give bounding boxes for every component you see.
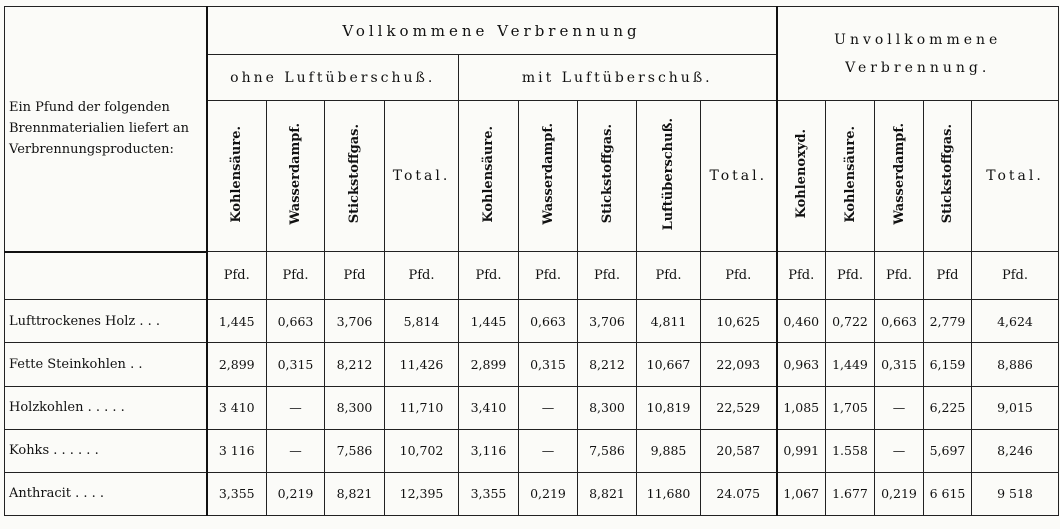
unit-cell: Pfd. bbox=[826, 252, 875, 300]
value-cell: 3,116 bbox=[459, 429, 519, 472]
col-header: Kohlensäure. bbox=[207, 101, 267, 252]
value-cell: 7,586 bbox=[578, 429, 637, 472]
unit-cell: Pfd. bbox=[267, 252, 325, 300]
unit-cell: Pfd. bbox=[459, 252, 519, 300]
value-cell: 3,706 bbox=[578, 300, 637, 343]
value-cell: 8,300 bbox=[325, 386, 385, 429]
value-cell: 3 410 bbox=[207, 386, 267, 429]
value-cell: 3,706 bbox=[325, 300, 385, 343]
row-label: Holzkohlen . . . . . bbox=[5, 386, 207, 429]
col-header: Wasserdampf. bbox=[519, 101, 578, 252]
value-cell: 6,159 bbox=[924, 343, 972, 386]
value-cell: 6 615 bbox=[924, 472, 972, 515]
vollkommene-header: Vollkommene Verbrennung bbox=[207, 7, 777, 55]
value-cell: 0,315 bbox=[519, 343, 578, 386]
value-cell: 1,705 bbox=[826, 386, 875, 429]
value-cell: 0,663 bbox=[519, 300, 578, 343]
value-cell: 4,811 bbox=[637, 300, 701, 343]
value-cell: — bbox=[267, 386, 325, 429]
value-cell: 9,885 bbox=[637, 429, 701, 472]
value-cell: 1,449 bbox=[826, 343, 875, 386]
mit-header: mit Luftüberschuß. bbox=[459, 55, 777, 101]
value-cell: — bbox=[875, 429, 924, 472]
value-cell: — bbox=[875, 386, 924, 429]
unit-cell: Pfd. bbox=[519, 252, 578, 300]
value-cell: 0,219 bbox=[875, 472, 924, 515]
value-cell: 0,315 bbox=[267, 343, 325, 386]
value-cell: 9,015 bbox=[972, 386, 1059, 429]
value-cell: — bbox=[519, 429, 578, 472]
value-cell: 11,710 bbox=[385, 386, 459, 429]
col-header: Luftüberschuß. bbox=[637, 101, 701, 252]
value-cell: 0,663 bbox=[875, 300, 924, 343]
col-header: Wasserdampf. bbox=[875, 101, 924, 252]
unit-cell: Pfd. bbox=[578, 252, 637, 300]
value-cell: 10,667 bbox=[637, 343, 701, 386]
value-cell: 0,991 bbox=[777, 429, 826, 472]
value-cell: 8,821 bbox=[578, 472, 637, 515]
value-cell: 0,663 bbox=[267, 300, 325, 343]
col-header: Stickstoffgas. bbox=[924, 101, 972, 252]
col-header: Kohlensäure. bbox=[826, 101, 875, 252]
value-cell: 22,093 bbox=[701, 343, 777, 386]
value-cell: 0,219 bbox=[519, 472, 578, 515]
value-cell: 0,315 bbox=[875, 343, 924, 386]
value-cell: 3,355 bbox=[207, 472, 267, 515]
value-cell: 24.075 bbox=[701, 472, 777, 515]
value-cell: 0,460 bbox=[777, 300, 826, 343]
unit-cell: Pfd. bbox=[637, 252, 701, 300]
value-cell: 8,886 bbox=[972, 343, 1059, 386]
col-header: Wasserdampf. bbox=[267, 101, 325, 252]
value-cell: — bbox=[519, 386, 578, 429]
value-cell: 12,395 bbox=[385, 472, 459, 515]
row-label: Anthracit . . . . bbox=[5, 472, 207, 515]
ohne-header: ohne Luftüberschuß. bbox=[207, 55, 459, 101]
value-cell: 20,587 bbox=[701, 429, 777, 472]
unit-cell: Pfd. bbox=[972, 252, 1059, 300]
value-cell: 8,300 bbox=[578, 386, 637, 429]
col-header: Stickstoffgas. bbox=[578, 101, 637, 252]
value-cell: 2,779 bbox=[924, 300, 972, 343]
unit-cell: Pfd. bbox=[777, 252, 826, 300]
value-cell: 8,212 bbox=[578, 343, 637, 386]
col-header: Total. bbox=[385, 101, 459, 252]
value-cell: 1,445 bbox=[207, 300, 267, 343]
table-row bbox=[5, 429, 1059, 472]
unit-cell: Pfd. bbox=[701, 252, 777, 300]
stub-header: Ein Pfund der folgenden Brennmaterialien liefert an Verbrennungsproducten: bbox=[5, 7, 207, 252]
value-cell: 1,445 bbox=[459, 300, 519, 343]
value-cell: 8,246 bbox=[972, 429, 1059, 472]
unit-cell: Pfd. bbox=[207, 252, 267, 300]
col-header: Kohlensäure. bbox=[459, 101, 519, 252]
value-cell: 11,426 bbox=[385, 343, 459, 386]
col-header: Kohlenoxyd. bbox=[777, 101, 826, 252]
value-cell: 0,963 bbox=[777, 343, 826, 386]
unit-cell: Pfd bbox=[325, 252, 385, 300]
table-row bbox=[5, 300, 1059, 343]
value-cell: — bbox=[267, 429, 325, 472]
row-label: Kohks . . . . . . bbox=[5, 429, 207, 472]
unit-cell: Pfd. bbox=[875, 252, 924, 300]
value-cell: 10,819 bbox=[637, 386, 701, 429]
value-cell: 7,586 bbox=[325, 429, 385, 472]
value-cell: 0,722 bbox=[826, 300, 875, 343]
combustion-products-table bbox=[4, 6, 1059, 516]
value-cell: 4,624 bbox=[972, 300, 1059, 343]
value-cell: 3,355 bbox=[459, 472, 519, 515]
value-cell: 5,814 bbox=[385, 300, 459, 343]
value-cell: 1.558 bbox=[826, 429, 875, 472]
value-cell: 8,821 bbox=[325, 472, 385, 515]
col-header: Total. bbox=[701, 101, 777, 252]
unit-cell: Pfd. bbox=[385, 252, 459, 300]
value-cell: 8,212 bbox=[325, 343, 385, 386]
table-row bbox=[5, 472, 1059, 515]
value-cell: 10,702 bbox=[385, 429, 459, 472]
value-cell: 1.677 bbox=[826, 472, 875, 515]
col-header: Total. bbox=[972, 101, 1059, 252]
value-cell: 2,899 bbox=[459, 343, 519, 386]
value-cell: 1,067 bbox=[777, 472, 826, 515]
col-header: Stickstoffgas. bbox=[325, 101, 385, 252]
value-cell: 2,899 bbox=[207, 343, 267, 386]
value-cell: 9 518 bbox=[972, 472, 1059, 515]
value-cell: 3,410 bbox=[459, 386, 519, 429]
value-cell: 3 116 bbox=[207, 429, 267, 472]
units-stub bbox=[5, 252, 207, 300]
row-label: Fette Steinkohlen . . bbox=[5, 343, 207, 386]
value-cell: 22,529 bbox=[701, 386, 777, 429]
units-row bbox=[5, 252, 1059, 300]
value-cell: 6,225 bbox=[924, 386, 972, 429]
value-cell: 1,085 bbox=[777, 386, 826, 429]
value-cell: 5,697 bbox=[924, 429, 972, 472]
table-row bbox=[5, 386, 1059, 429]
unit-cell: Pfd bbox=[924, 252, 972, 300]
table-row bbox=[5, 343, 1059, 386]
row-label: Lufttrockenes Holz . . . bbox=[5, 300, 207, 343]
value-cell: 11,680 bbox=[637, 472, 701, 515]
value-cell: 0,219 bbox=[267, 472, 325, 515]
value-cell: 10,625 bbox=[701, 300, 777, 343]
unvollkommene-header: Unvollkommene Verbrennung. bbox=[777, 7, 1059, 101]
